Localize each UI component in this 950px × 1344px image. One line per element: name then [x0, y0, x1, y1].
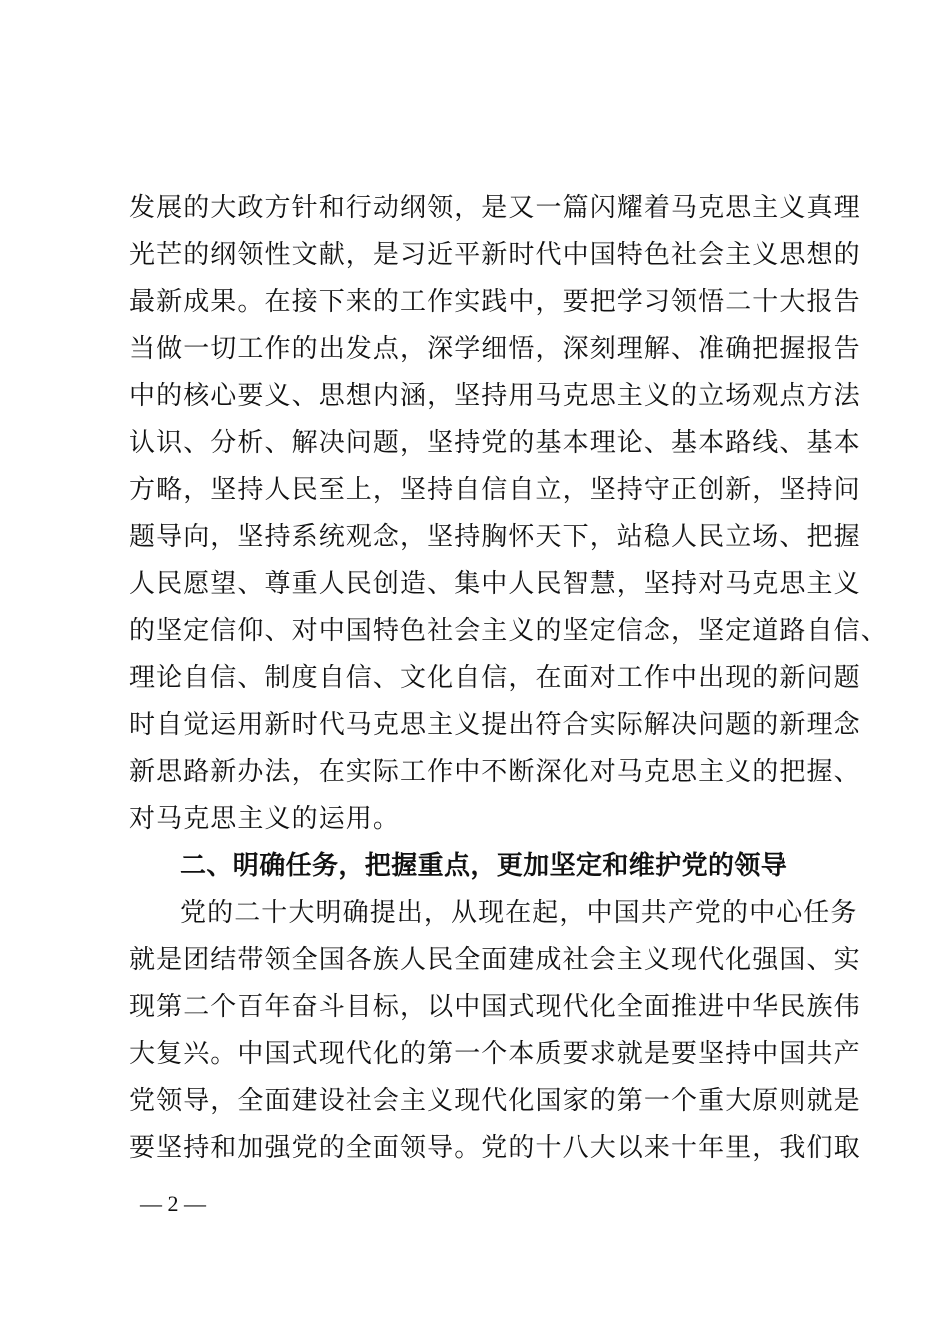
paragraph-2-line: 要坚持和加强党的全面领导。党的十八大以来十年里，我们取 [129, 1133, 861, 1163]
paragraph-2-line: 就是团结带领全国各族人民全面建成社会主义现代化强国、实 [129, 945, 861, 975]
paragraph-1-line: 题导向，坚持系统观念，坚持胸怀天下，站稳人民立场、把握 [129, 522, 861, 552]
paragraph-2-line: 党的二十大明确提出，从现在起，中国共产党的中心任务 [180, 898, 858, 928]
paragraph-1-line: 对马克思主义的运用。 [129, 804, 401, 834]
paragraph-1-line: 方略，坚持人民至上，坚持自信自立，坚持守正创新，坚持问 [129, 475, 861, 505]
paragraph-2-line: 现第二个百年奋斗目标，以中国式现代化全面推进中华民族伟 [129, 992, 861, 1022]
paragraph-1-line: 中的核心要义、思想内涵，坚持用马克思主义的立场观点方法 [129, 381, 861, 411]
page-number: — 2 — [140, 1191, 206, 1216]
paragraph-1-line: 新思路新办法，在实际工作中不断深化对马克思主义的把握、 [129, 757, 861, 787]
paragraph-1-line: 人民愿望、尊重人民创造、集中人民智慧，坚持对马克思主义 [129, 569, 861, 599]
paragraph-1-line: 光芒的纲领性文献，是习近平新时代中国特色社会主义思想的 [129, 240, 861, 270]
paragraph-1-line: 最新成果。在接下来的工作实践中，要把学习领悟二十大报告 [129, 287, 861, 317]
paragraph-1-line: 的坚定信仰、对中国特色社会主义的坚定信念，坚定道路自信、 [129, 616, 888, 646]
paragraph-1-line: 时自觉运用新时代马克思主义提出符合实际解决问题的新理念 [129, 710, 861, 740]
paragraph-1-line: 认识、分析、解决问题，坚持党的基本理论、基本路线、基本 [129, 428, 861, 458]
paragraph-1-line: 当做一切工作的出发点，深学细悟，深刻理解、准确把握报告 [129, 334, 861, 364]
paragraph-1-line: 理论自信、制度自信、文化自信，在面对工作中出现的新问题 [129, 663, 861, 693]
paragraph-2-line: 大复兴。中国式现代化的第一个本质要求就是要坚持中国共产 [129, 1039, 861, 1069]
section-heading: 二、明确任务，把握重点，更加坚定和维护党的领导 [180, 851, 788, 881]
paragraph-1-line: 发展的大政方针和行动纲领，是又一篇闪耀着马克思主义真理 [129, 193, 861, 223]
paragraph-2-line: 党领导，全面建设社会主义现代化国家的第一个重大原则就是 [129, 1086, 861, 1116]
